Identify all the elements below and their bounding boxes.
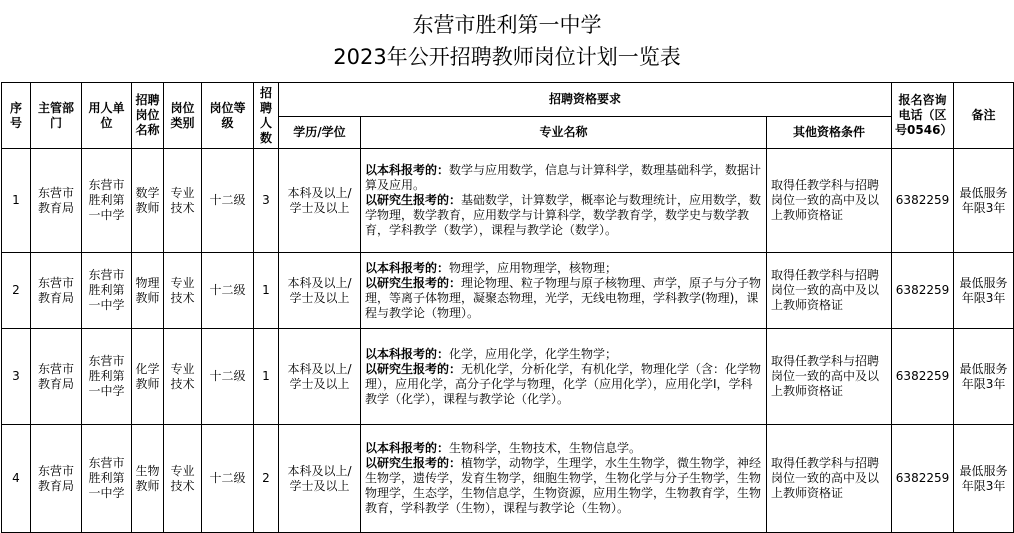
header-post-level: 岗位等级 [202, 83, 254, 149]
undergrad-label: 以本科报考的： [365, 260, 450, 275]
header-dept: 主管部门 [31, 83, 82, 149]
cell-seq: 3 [2, 329, 31, 425]
cell-major [361, 253, 767, 329]
cell-dept: 东营市教育局 [31, 425, 82, 533]
cell-seq: 4 [2, 425, 31, 533]
cell-post-name: 物理教师 [132, 253, 164, 329]
cell-seq: 2 [2, 253, 31, 329]
title-block [0, 0, 1014, 82]
postgrad-majors: 植物学，动物学，生理学，水生生物学，微生物学，神经生物学，遗传学，发育生物学，细胞生物学，生物化学与分子生物学，生物物理学，生态学，生物信息学，生物资源，应用生物学，生物教育学，生物教育，学科教学（生物），课程与教学论（生物）。 [365, 456, 762, 515]
cell-dept: 东营市教育局 [31, 253, 82, 329]
undergrad-label: 以本科报考的： [365, 441, 450, 455]
header-other: 其他资格条件 [767, 117, 892, 149]
cell-edu: 本科及以上/学士及以上 [279, 425, 361, 533]
cell-unit: 东营市胜利第一中学 [82, 425, 132, 533]
cell-unit: 东营市胜利第一中学 [82, 253, 132, 329]
undergrad-label: 以本科报考的： [365, 163, 450, 177]
undergrad-majors: 化学，应用化学，化学生物学； [449, 346, 618, 361]
cell-post-level: 十二级 [202, 149, 254, 253]
cell-other: 取得任教学科与招聘岗位一致的高中及以上教师资格证 [767, 253, 892, 329]
cell-edu: 本科及以上/学士及以上 [279, 253, 361, 329]
postgrad-label: 以研究生报考的： [365, 456, 462, 470]
document-subtitle: 2023年公开招聘教师岗位计划一览表 [333, 45, 681, 69]
cell-dept: 东营市教育局 [31, 329, 82, 425]
cell-major [361, 329, 767, 425]
header-post-type: 岗位类别 [164, 83, 202, 149]
header-major: 专业名称 [361, 117, 767, 149]
cell-post-name: 化学教师 [132, 329, 164, 425]
cell-remark: 最低服务年限3年 [954, 329, 1014, 425]
undergrad-label: 以本科报考的： [365, 346, 450, 361]
cell-post-name: 生物教师 [132, 425, 164, 533]
cell-post-level: 十二级 [202, 329, 254, 425]
postgrad-majors: 基础数学，计算数学，概率论与数理统计，应用数学，数学物理，数学教育，应用数学与计算科学，数学教育学，数学史与数学教育，学科教学（数学），课程与教学论（数学）。 [365, 193, 762, 237]
undergrad-majors: 物理学，应用物理学，核物理； [449, 260, 618, 275]
header-remark: 备注 [954, 83, 1014, 149]
cell-post-type: 专业技术 [164, 425, 202, 533]
cell-count: 1 [254, 253, 279, 329]
cell-phone: 6382259 [892, 425, 954, 533]
cell-seq: 1 [2, 149, 31, 253]
cell-count: 2 [254, 425, 279, 533]
cell-phone: 6382259 [892, 329, 954, 425]
header-seq: 序号 [2, 83, 31, 149]
postgrad-majors: 理论物理、粒子物理与原子核物理、声学，原子与分子物理，等离子体物理，凝聚态物理，光学，无线电物理，学科教学(物理)，课程与教学论（物理）。 [365, 275, 762, 320]
cell-post-name: 数学教师 [132, 149, 164, 253]
cell-remark: 最低服务年限3年 [954, 149, 1014, 253]
header-unit: 用人单位 [82, 83, 132, 149]
cell-other: 取得任教学科与招聘岗位一致的高中及以上教师资格证 [767, 149, 892, 253]
cell-unit: 东营市胜利第一中学 [82, 149, 132, 253]
postgrad-label: 以研究生报考的： [365, 193, 462, 207]
cell-post-level: 十二级 [202, 425, 254, 533]
cell-unit: 东营市胜利第一中学 [82, 329, 132, 425]
recruitment-table [1, 82, 1014, 533]
cell-edu: 本科及以上/学士及以上 [279, 149, 361, 253]
cell-edu: 本科及以上/学士及以上 [279, 329, 361, 425]
postgrad-majors: 无机化学，分析化学，有机化学，物理化学（含：化学物理），应用化学，高分子化学与物理，化学（应用化学），应用化学Ⅰ，学科教学（化学），课程与教学论（化学）。 [365, 361, 762, 406]
cell-post-type: 专业技术 [164, 253, 202, 329]
table-row [2, 329, 1014, 425]
table-row [2, 149, 1014, 253]
postgrad-label: 以研究生报考的： [365, 275, 462, 290]
cell-remark: 最低服务年限3年 [954, 425, 1014, 533]
cell-major [361, 149, 767, 253]
table-row [2, 425, 1014, 533]
cell-phone: 6382259 [892, 149, 954, 253]
document-title: 东营市胜利第一中学 [412, 13, 602, 37]
undergrad-majors: 数学与应用数学，信息与计算科学，数理基础科学，数据计算及应用。 [365, 163, 762, 192]
header-requirements: 招聘资格要求 [279, 83, 892, 117]
cell-post-type: 专业技术 [164, 329, 202, 425]
undergrad-majors: 生物科学，生物技术，生物信息学。 [449, 441, 642, 455]
postgrad-label: 以研究生报考的： [365, 361, 462, 376]
cell-remark: 最低服务年限3年 [954, 253, 1014, 329]
cell-phone: 6382259 [892, 253, 954, 329]
header-count: 招聘人数 [254, 83, 279, 149]
cell-count: 3 [254, 149, 279, 253]
header-edu: 学历/学位 [279, 117, 361, 149]
table-row [2, 253, 1014, 329]
cell-major [361, 425, 767, 533]
cell-other: 取得任教学科与招聘岗位一致的高中及以上教师资格证 [767, 329, 892, 425]
header-phone: 报名咨询电话（区号0546） [892, 83, 954, 149]
header-post-name: 招聘岗位名称 [132, 83, 164, 149]
cell-dept: 东营市教育局 [31, 149, 82, 253]
cell-post-type: 专业技术 [164, 149, 202, 253]
cell-count: 1 [254, 329, 279, 425]
cell-other: 取得任教学科与招聘岗位一致的高中及以上教师资格证 [767, 425, 892, 533]
cell-post-level: 十二级 [202, 253, 254, 329]
